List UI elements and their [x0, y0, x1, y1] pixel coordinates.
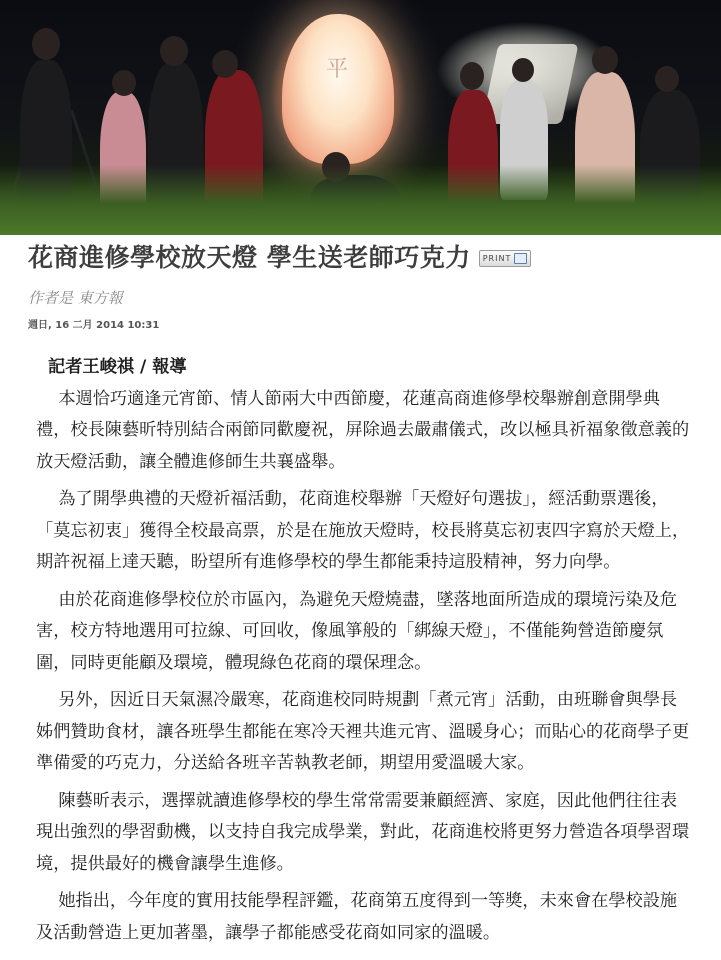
print-button[interactable] — [479, 250, 532, 267]
lantern-glyph: 平 — [325, 57, 348, 82]
person-head — [460, 62, 484, 90]
article-paragraph: 由於花商進修學校位於市區內，為避免天燈燒盡，墜落地面所造成的環境污染及危害，校方特地選用可拉線、可回收，像風箏般的「綁線天燈」，不僅能夠營造節慶氛圍，同時更能顧及環境，體現綠色花商的環保理念。 — [36, 589, 678, 673]
article-date: 週日, 16 二月 2014 10:31 — [28, 320, 160, 331]
article-container — [0, 241, 721, 949]
article-paragraph: 她指出，今年度的實用技能學程評鑑，花商第五度得到一等獎，未來會在學校設施及活動營造上更加著墨，讓學子都能感受花商如同家的溫暖。 — [36, 891, 678, 943]
person-head — [212, 50, 238, 78]
hero-photo — [0, 0, 721, 235]
person-head — [160, 36, 188, 66]
article-author: 作者是 東方報 — [28, 289, 123, 307]
grass-field — [0, 165, 721, 235]
person-head — [655, 66, 679, 92]
article-paragraph: 本週恰巧適逢元宵節、情人節兩大中西節慶，花蓮高商進修學校舉辦創意開學典禮，校長陳藝昕特別結合兩節同歡慶祝，屏除過去嚴肅儀式，改以極具祈福象徵意義的放天燈活動，讓全體進修師生共襄盛舉。 — [36, 388, 690, 472]
article-byline: 記者王峻祺 / 報導 — [48, 357, 187, 377]
article-paragraph: 另外，因近日天氣濕冷嚴寒，花商進校同時規劃「煮元宵」活動，由班聯會與學長姊們贊助食材，讓各班學生都能在寒冷天裡共進元宵、溫暖身心；而貼心的花商學子更準備愛的巧克力，分送給各班辛苦執教老師，期望用愛溫暖大家。 — [36, 690, 690, 773]
person-head — [112, 70, 136, 96]
print-label: PRINT — [482, 253, 512, 263]
person-head — [32, 28, 60, 60]
person-head — [592, 46, 618, 74]
article-title: 花商進修學校放天燈 學生送老師巧克力 — [28, 243, 471, 272]
article-paragraph: 為了開學典禮的天燈祈福活動，花商進校舉辦「天燈好句選拔」，經活動票選後，「莫忘初衷」獲得全校最高票，於是在施放天燈時，校長將莫忘初衷四字寫於天燈上，期許祝福上達天聽，盼望所有進修學校的學生都能秉持這股精神，努力向學。 — [36, 489, 690, 572]
article-paragraph: 陳藝昕表示，選擇就讀進修學校的學生常常需要兼顧經濟、家庭，因此他們往往表現出強烈的學習動機，以支持自我完成學業，對此，花商進校將更努力營造各項學習環境，提供最好的機會讓學生進修。 — [36, 790, 690, 874]
person-head — [512, 58, 534, 82]
title-row — [28, 241, 693, 275]
sky-lantern — [282, 14, 394, 164]
article-body — [28, 352, 693, 949]
printer-icon — [514, 253, 527, 264]
